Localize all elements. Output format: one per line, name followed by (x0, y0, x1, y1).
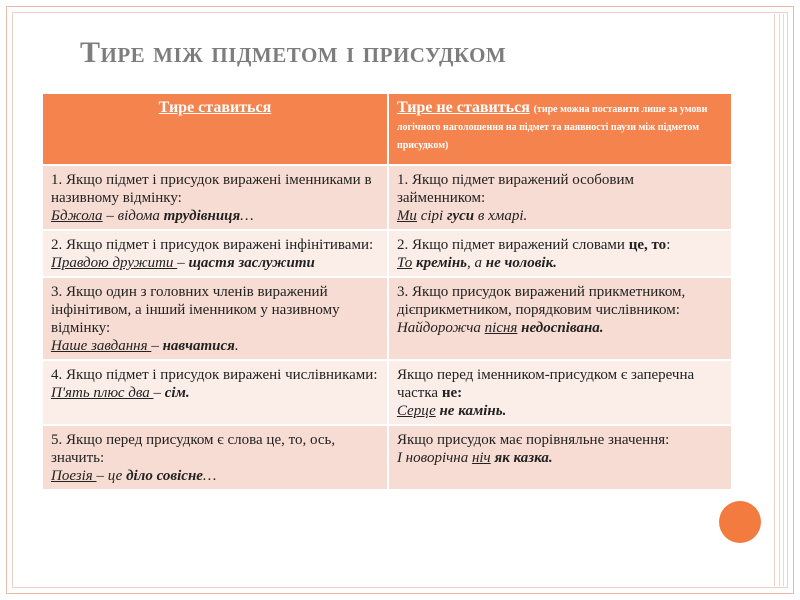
example-end: . (234, 338, 239, 354)
header-dash-used (42, 93, 388, 165)
example-subject: пісня (484, 320, 518, 336)
example-subject: Ми (396, 208, 417, 224)
rule-text: 1. Якщо підмет і присудок виражені іменниками в називному відмінку: (51, 172, 372, 206)
rule-text: 2. Якщо підмет і присудок виражені інфінітивами: (51, 237, 374, 253)
example-predicate-2: не чоловік. (485, 255, 557, 271)
example-predicate: кремінь (412, 255, 468, 271)
example-subject: Правдою дружити (51, 255, 178, 271)
example-end: … (202, 468, 217, 484)
example-subject: То (396, 255, 413, 271)
example-dash: – (151, 338, 163, 354)
example-dash: – це (96, 468, 127, 484)
header-dash-used-label: Тире ставиться (158, 99, 272, 116)
cell-exception-1 (388, 165, 732, 230)
slide-nav-circle[interactable] (719, 501, 761, 543)
example-predicate: недоспівана. (517, 320, 604, 336)
rule-text: 3. Якщо присудок виражений прикметником, дієприкметником, порядковим числівником: (396, 284, 686, 318)
example-dash: – (177, 255, 189, 271)
example-predicate: щастя заслужити (188, 255, 315, 271)
rule-text: 3. Якщо один з головних членів виражений інфінітивом, а інший іменником у називному відмінку: (51, 284, 340, 336)
header-dash-not-used (388, 93, 732, 165)
cell-exception-4 (388, 360, 732, 425)
cell-rule-4 (42, 360, 388, 425)
decorative-stripes (774, 14, 786, 586)
example-mid: сірі (416, 208, 447, 224)
example-start: Найдорожча (396, 320, 485, 336)
example-predicate: сім. (164, 385, 190, 401)
cell-exception-2 (388, 230, 732, 277)
example-dash: – (102, 208, 118, 224)
rule-text: Якщо перед іменником-присудком є заперечна частка (396, 367, 695, 401)
example-subject: Поезія (51, 468, 97, 484)
example-subject: Бджола (51, 208, 103, 224)
example-mid: , а (467, 255, 486, 271)
table-row (42, 230, 732, 277)
example-subject: Наше завдання (51, 338, 152, 354)
rule-end: : (666, 237, 671, 253)
example-predicate: не камінь. (435, 403, 507, 419)
cell-exception-3 (388, 277, 732, 360)
cell-rule-1 (42, 165, 388, 230)
rule-text: 5. Якщо перед присудком є слова це, то, ось, значить: (51, 432, 336, 466)
example-end: … (240, 208, 254, 224)
rules-table (41, 92, 733, 491)
example-subject: П'ять плюс два (51, 385, 154, 401)
slide-title: Тире між підметом і присудком (80, 36, 507, 69)
cell-rule-3 (42, 277, 388, 360)
example-subject: ніч (471, 450, 491, 466)
rule-keyword: це, то (628, 237, 667, 253)
rule-keyword: не: (441, 385, 463, 401)
example-dash: – (153, 385, 165, 401)
table-row (42, 165, 732, 230)
rule-text: 1. Якщо підмет виражений особовим займенником: (396, 172, 635, 206)
table-row (42, 360, 732, 425)
example-start: І новорічна (396, 450, 472, 466)
header-note: (тире можна поставити лише за умови логічного наголошення на підмет та наявності паузи між підметом присудком) (396, 104, 708, 151)
example-predicate: гуси (446, 208, 475, 224)
example-subject: Серце (396, 403, 436, 419)
example-predicate: навчатися (162, 338, 235, 354)
cell-rule-5 (42, 425, 388, 490)
cell-rule-2 (42, 230, 388, 277)
example-predicate: трудівниця (163, 208, 241, 224)
rule-text: 4. Якщо підмет і присудок виражені числівниками: (51, 367, 378, 383)
example-end: в хмарі. (474, 208, 528, 224)
cell-exception-5 (388, 425, 732, 490)
table-row (42, 277, 732, 360)
example-predicate: діло совісне (126, 468, 203, 484)
header-dash-not-used-label: Тире не ставиться (396, 99, 530, 116)
rule-text: 2. Якщо підмет виражений словами (396, 237, 629, 253)
table-header-row (42, 93, 732, 165)
rule-text: Якщо присудок має порівняльне значення: (396, 432, 670, 448)
table-row (42, 425, 732, 490)
example-mid: відома (117, 208, 164, 224)
example-predicate: як казка. (490, 450, 553, 466)
